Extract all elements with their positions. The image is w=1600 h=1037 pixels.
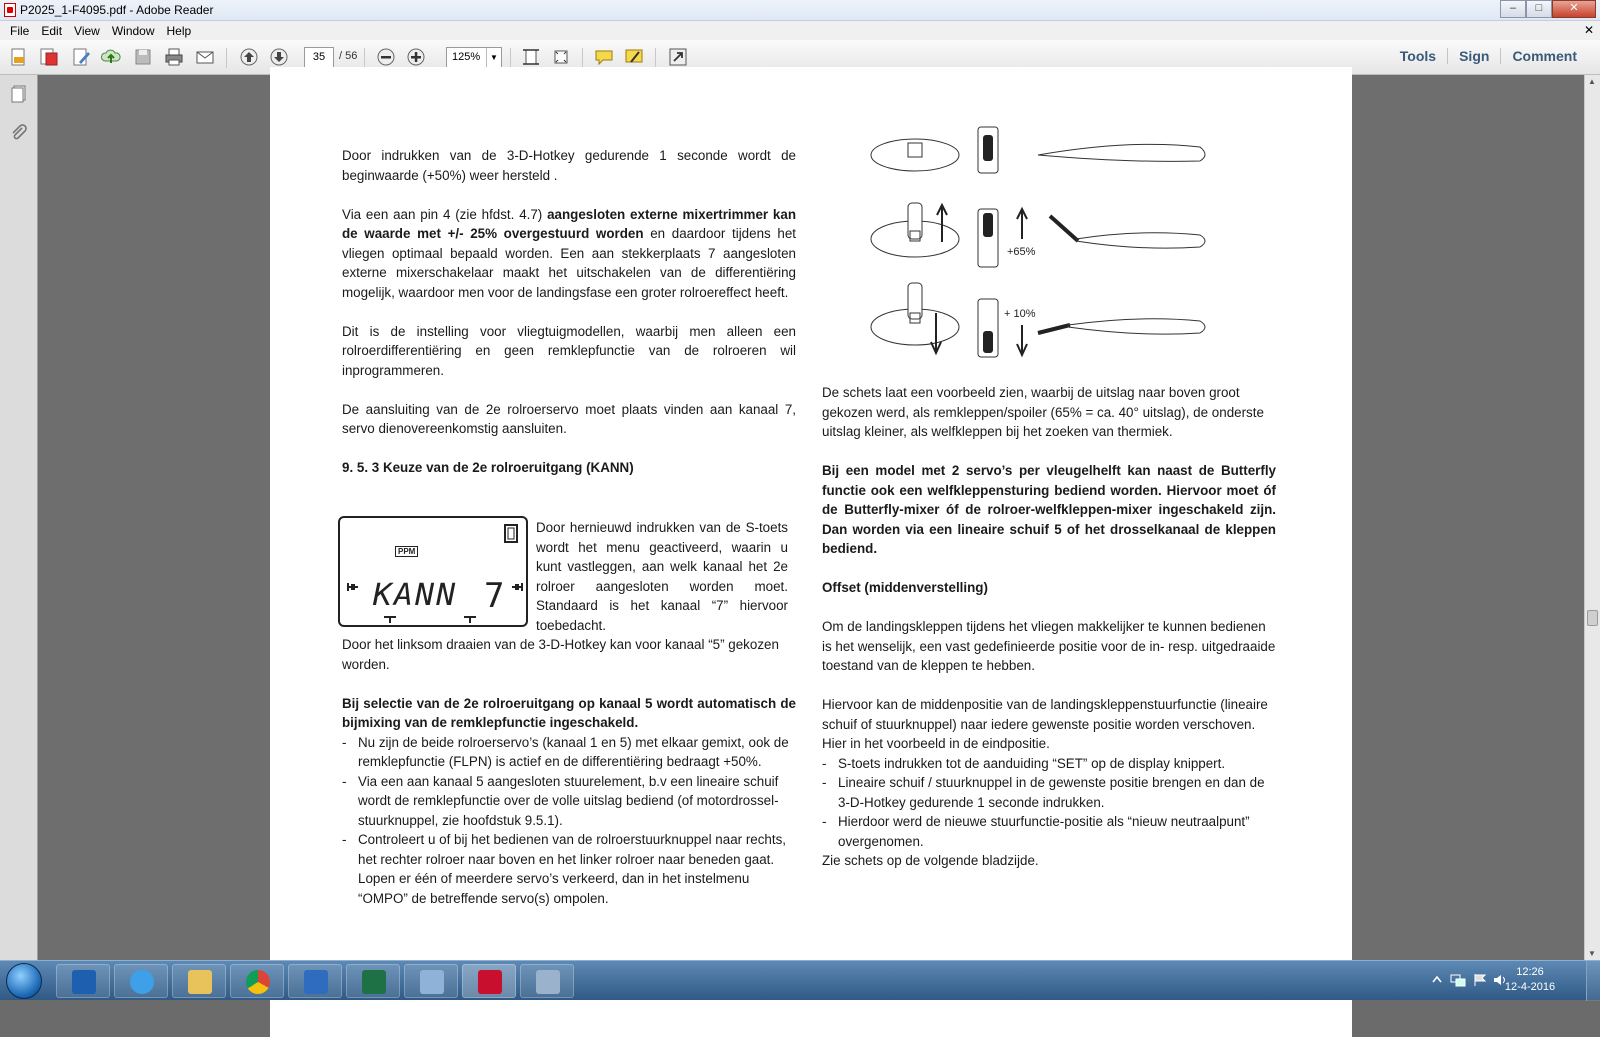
list-item: - Hierdoor werd de nieuwe stuurfunctie-positie als “nieuw neutraalpunt” overgenomen.	[822, 812, 1276, 851]
outlook-icon	[72, 970, 96, 994]
taskbar-file-explorer[interactable]	[172, 964, 226, 998]
list-item: - Via een aan kanaal 5 aangesloten stuurelement, b.v een lineaire schuif wordt de remklepfunctie over de volle uitslag bediend (of motordrossel-stuurknuppel, zie hoofdstuk 9.5.1).	[342, 772, 796, 831]
toolbar-separator	[582, 48, 583, 68]
paragraph: Hiervoor kan de middenpositie van de landingskleppenstuurfunctie (lineaire schuif of stuurknuppel) naar iedere gewenste positie worden verschoven. Hier in het voorbeeld in de eindpositie.	[822, 697, 1268, 751]
show-desktop-button[interactable]	[1586, 961, 1600, 1001]
label-65-percent: +65%	[1007, 246, 1036, 258]
minimize-button[interactable]: –	[1500, 0, 1526, 18]
scrollbar-thumb[interactable]	[1587, 610, 1598, 626]
aileron-deflection-diagram	[870, 127, 1230, 367]
lcd-display-illustration	[338, 516, 528, 627]
bullet-list	[342, 733, 796, 909]
attachments-icon[interactable]	[9, 123, 29, 143]
right-panel-tabs	[1389, 48, 1588, 64]
combine-files-icon[interactable]	[38, 46, 60, 68]
list-item: - Nu zijn de beide rolroerservo’s (kanaal 1 en 5) met elkaar gemixt, ook de remklepfunctie (FLPN) is actief en de differentiëring bedraagt +50%.	[342, 733, 796, 772]
list-item: - S-toets indrukken tot de aanduiding “SET” op de display knippert.	[822, 754, 1276, 774]
calculator-icon	[536, 970, 560, 994]
lync-icon	[304, 970, 328, 994]
start-button[interactable]	[6, 963, 42, 999]
pdf-page	[270, 67, 1352, 1037]
trim-indicator-icon	[462, 614, 478, 624]
internet-explorer-icon	[130, 970, 154, 994]
taskbar-adobe-reader[interactable]	[462, 964, 516, 998]
paragraph: Om de landingskleppen tijdens het vliegen makkelijker te kunnen bedienen is het wenselijk, een vast gedefinieerde positie voor de in- resp. uitgedraaide toestand van de kleppen te hebben.	[822, 619, 1276, 673]
fit-page-icon[interactable]	[520, 46, 542, 68]
trim-indicator-icon	[382, 614, 398, 624]
paragraph: De aansluiting van de 2e rolroerservo moet plaats vinden aan kanaal 7, servo dienovereenkomstig aansluiten.	[342, 401, 796, 436]
scroll-down-icon[interactable]: ▼	[1588, 949, 1596, 958]
toolbar-separator	[510, 48, 511, 68]
cloud-upload-icon[interactable]	[100, 46, 122, 68]
menu-help[interactable]: Help	[166, 23, 192, 38]
paragraph: Bij selectie van de 2e rolroeruitgang op kanaal 5 wordt automatisch de bijmixing van de remklepfunctie ingeschakeld.	[342, 695, 796, 730]
fit-width-icon[interactable]	[550, 46, 572, 68]
document-view[interactable]	[39, 75, 1584, 960]
right-column	[822, 383, 1276, 871]
adobe-reader-icon	[478, 970, 502, 994]
full-screen-icon[interactable]	[667, 46, 689, 68]
clock-time: 12:26	[1516, 966, 1544, 978]
page-thumbnails-icon[interactable]	[9, 84, 29, 104]
list-item: - Lineaire schuif / stuurknuppel in de gewenste positie brengen en dan de 3-D-Hotkey gedurende 1 seconde indrukken.	[822, 773, 1276, 812]
chrome-icon	[246, 970, 270, 994]
vertical-scrollbar[interactable]	[1584, 75, 1600, 960]
left-column	[342, 146, 796, 478]
taskbar-calculator[interactable]	[520, 964, 574, 998]
paragraph: De schets laat een voorbeeld zien, waarbij de uitslag naar boven groot gekozen werd, als remkleppen/spoiler (65% = ca. 40° uitslag), de onderste uitslag kleiner, als welfkleppen bij het zoeken van thermiek.	[822, 385, 1264, 439]
paragraph: Via een aan pin 4 (zie hfdst. 4.7) aangesloten externe mixertrimmer kan de waarde met +/- 25% overgestuurd worden en daardoor tijdens het vliegen optimaal bepaald worden. Een aan stekkerplaats 7 aangesloten externe mixerschakelaar maakt het uitschakelen van de differentiëring mogelijk, waardoor men voor de landingsfase een groter rolroereffect heeft.	[342, 206, 796, 300]
zoom-select[interactable]	[446, 47, 502, 68]
menu-edit[interactable]: Edit	[41, 23, 63, 38]
create-pdf-icon[interactable]	[8, 46, 30, 68]
show-hidden-icons-icon[interactable]	[1432, 974, 1442, 984]
title-bar	[0, 0, 1600, 21]
tab-comment[interactable]: Comment	[1500, 48, 1588, 64]
memory-card-icon	[503, 524, 519, 544]
sticky-note-icon[interactable]	[593, 46, 615, 68]
email-icon[interactable]	[194, 46, 216, 68]
maximize-button[interactable]: □	[1526, 0, 1552, 18]
list-item: - Controleert u of bij het bedienen van de rolroerstuurknuppel naar rechts, het rechter rolroer naar boven en het linker rolroer naar beneden gaat. Lopen er één of meerdere servo’s verkeerd, dan in het instelmenu “OMPO” de betreffende servo(s) ompolen.	[342, 830, 796, 908]
lcd-menu-text: KANN	[372, 578, 458, 613]
page-number-input[interactable]: 35	[304, 47, 334, 68]
taskbar-excel[interactable]	[346, 964, 400, 998]
zoom-out-icon[interactable]	[375, 46, 397, 68]
previous-page-icon[interactable]	[238, 46, 260, 68]
adobe-reader-icon	[4, 3, 16, 17]
save-icon[interactable]	[132, 46, 154, 68]
tab-sign[interactable]: Sign	[1447, 48, 1500, 64]
print-icon[interactable]	[163, 46, 185, 68]
label-10-percent: + 10%	[1004, 308, 1036, 320]
paragraph: Door het linksom draaien van de 3-D-Hotkey kan voor kanaal “5” gekozen worden.	[342, 637, 779, 672]
window-title: P2025_1-F4095.pdf - Adobe Reader	[20, 3, 214, 17]
excel-icon	[362, 970, 386, 994]
menu-view[interactable]: View	[74, 23, 100, 38]
toolbar-separator	[364, 48, 365, 68]
taskbar	[0, 960, 1600, 1000]
chevron-down-icon[interactable]: ▼	[486, 48, 501, 67]
zoom-value: 125%	[452, 51, 481, 63]
window-controls	[1500, 0, 1596, 18]
taskbar-control-panel[interactable]	[404, 964, 458, 998]
paragraph: Dit is de instelling voor vliegtuigmodellen, waarbij men alleen een rolroerdifferentiëring en geen remklepfunctie van de rolroeren wil inprogrammeren.	[342, 323, 796, 378]
taskbar-lync[interactable]	[288, 964, 342, 998]
section-heading: 9. 5. 3 Keuze van de 2e rolroeruitgang (KANN)	[342, 460, 634, 475]
tab-tools[interactable]: Tools	[1399, 48, 1437, 64]
navigation-pane	[0, 75, 38, 960]
control-panel-icon	[420, 970, 444, 994]
taskbar-outlook[interactable]	[56, 964, 110, 998]
clock-date: 12-4-2016	[1504, 981, 1556, 993]
flag-icon[interactable]	[1472, 973, 1488, 987]
toolbar-separator	[655, 48, 656, 68]
taskbar-internet-explorer[interactable]	[114, 964, 168, 998]
trim-indicator-icon	[510, 580, 524, 594]
page-total: / 56	[339, 50, 358, 62]
ppm-badge: PPM	[395, 546, 418, 557]
taskbar-chrome[interactable]	[230, 964, 284, 998]
toolbar-separator	[226, 48, 227, 68]
paragraph: Door indrukken van de 3-D-Hotkey gedurende 1 seconde wordt de beginwaarde (+50%) weer hersteld .	[342, 148, 796, 183]
clock[interactable]	[1500, 965, 1560, 995]
highlight-text-icon[interactable]	[623, 46, 645, 68]
zoom-in-icon[interactable]	[405, 46, 427, 68]
folder-icon	[188, 970, 212, 994]
scroll-up-icon[interactable]: ▲	[1588, 77, 1596, 86]
menu-window[interactable]: Window	[111, 23, 155, 38]
close-button[interactable]: ✕	[1552, 0, 1596, 18]
next-page-icon[interactable]	[268, 46, 290, 68]
bullet-list	[822, 754, 1276, 852]
left-column-lower	[342, 635, 796, 908]
menu-bar	[0, 21, 1600, 40]
trim-indicator-icon	[346, 580, 360, 594]
edit-pdf-icon[interactable]	[70, 46, 92, 68]
menu-file[interactable]: File	[10, 23, 30, 38]
section-heading: Offset (middenverstelling)	[822, 580, 988, 595]
network-icon[interactable]	[1450, 973, 1466, 987]
paragraph: Bij een model met 2 servo’s per vleugelhelft kan naast de Butterfly functie ook een welfkleppensturing bediend worden. Hiervoor moet óf de Butterfly-mixer óf de rolroer-welfkleppen-mixer ingeschakeld zijn. Dan worden via een lineaire schuif 5 of het drosselkanaal de kleppen bediend.	[822, 463, 1276, 556]
close-document-button[interactable]: ✕	[1583, 23, 1594, 37]
lcd-channel-number: 7	[484, 576, 505, 616]
paragraph: Zie schets op de volgende bladzijde.	[822, 853, 1039, 868]
lcd-side-text: Door hernieuwd indrukken van de S-toets wordt het menu geactiveerd, waarin u kunt vastleggen, aan welk kanaal het 2e rolroer aangesloten worden moet. Standaard is het kanaal “7” hiervoor toebedacht.	[536, 520, 788, 633]
